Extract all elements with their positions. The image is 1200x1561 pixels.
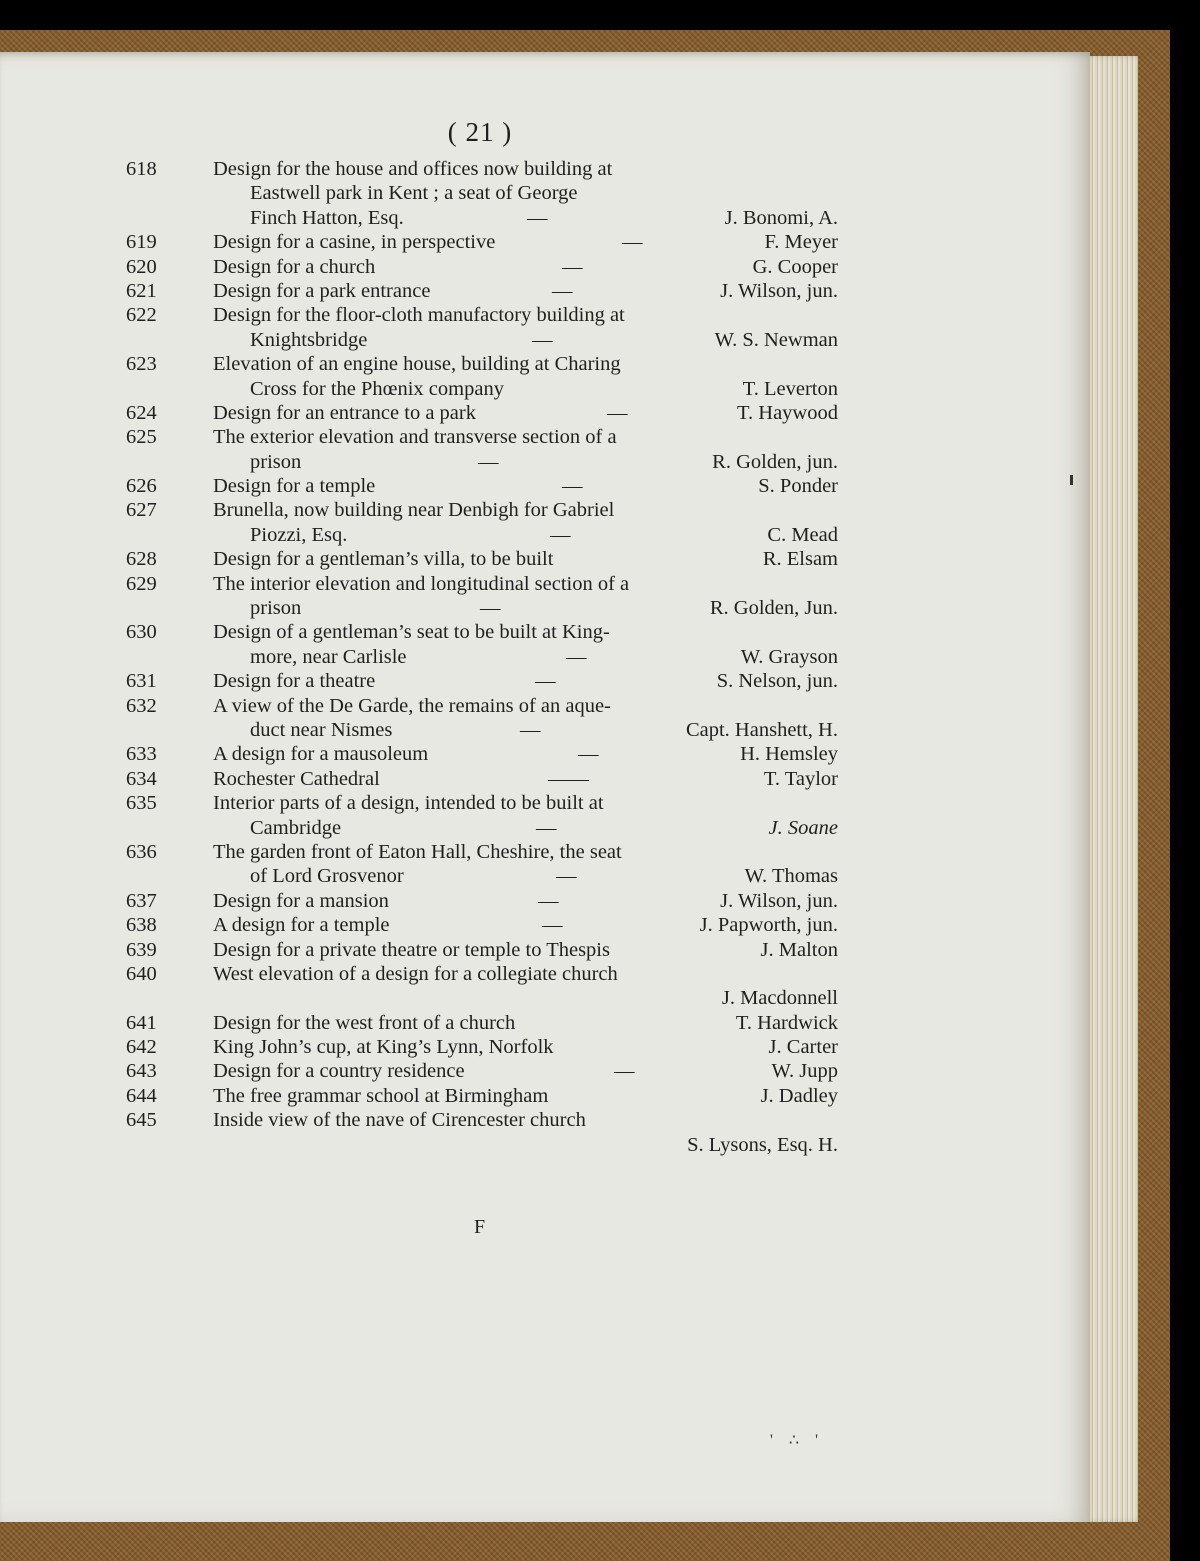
entry-line bbox=[0, 181, 1090, 205]
entry-number: 642 bbox=[126, 1036, 157, 1059]
entry-author: T. Taylor bbox=[763, 767, 838, 790]
entry-title: Design for the west front of a church bbox=[213, 1011, 516, 1034]
entry-line bbox=[0, 1035, 1090, 1059]
entry-author: F. Meyer bbox=[764, 231, 838, 254]
entry-dash: — bbox=[622, 231, 643, 254]
entry-title: more, near Carlisle bbox=[250, 645, 407, 668]
entry-author: J. Wilson, jun. bbox=[720, 889, 838, 912]
catalogue-entry bbox=[0, 547, 1090, 571]
catalogue-entry bbox=[0, 1108, 1090, 1157]
catalogue-entry bbox=[0, 913, 1090, 937]
entry-number: 622 bbox=[126, 304, 157, 327]
entry-number: 640 bbox=[126, 962, 157, 985]
page-number: ( 21 ) bbox=[447, 117, 513, 147]
entry-number: 636 bbox=[126, 840, 157, 863]
entry-number: 645 bbox=[126, 1109, 157, 1132]
entry-author: J. Dadley bbox=[760, 1084, 838, 1107]
entry-line bbox=[0, 1084, 1090, 1108]
entry-number: 638 bbox=[126, 914, 157, 937]
entry-title: The free grammar school at Birmingham bbox=[213, 1084, 549, 1107]
entry-dash: — bbox=[607, 401, 628, 424]
entry-title: Piozzi, Esq. bbox=[250, 523, 348, 546]
entry-author: S. Nelson, jun. bbox=[716, 670, 838, 693]
entry-line bbox=[0, 572, 1090, 596]
catalogue-entry bbox=[0, 401, 1090, 425]
entry-line bbox=[0, 864, 1090, 888]
entry-author: R. Elsam bbox=[762, 548, 838, 571]
entry-author: J. Carter bbox=[768, 1036, 838, 1059]
entry-number: 630 bbox=[126, 621, 157, 644]
catalogue-entry bbox=[0, 669, 1090, 693]
entry-author: J. Macdonnell bbox=[721, 987, 838, 1010]
entry-title: Design for a country residence bbox=[213, 1060, 465, 1083]
entry-title: Rochester Cathedral bbox=[213, 767, 380, 790]
entry-author: R. Golden, jun. bbox=[712, 450, 838, 473]
entry-title: Cambridge bbox=[250, 816, 342, 839]
entry-title: Design for a theatre bbox=[213, 670, 376, 693]
entry-dash: — bbox=[532, 328, 553, 351]
entry-author: W. Jupp bbox=[771, 1060, 838, 1083]
catalogue-entry bbox=[0, 352, 1090, 401]
entry-title: Design for a temple bbox=[213, 475, 376, 498]
entry-author: W. Thomas bbox=[744, 865, 838, 888]
catalogue-entry bbox=[0, 279, 1090, 303]
catalogue-entries bbox=[0, 157, 1090, 1157]
entry-title: Brunella, now building near Denbigh for Gabriel bbox=[213, 499, 615, 522]
entry-title: Interior parts of a design, intended to be built at bbox=[213, 792, 604, 815]
entry-line bbox=[0, 767, 1090, 791]
entry-line bbox=[0, 718, 1090, 742]
page-content bbox=[0, 52, 1090, 1522]
entry-title: of Lord Grosvenor bbox=[250, 865, 404, 888]
entry-number: 632 bbox=[126, 694, 157, 717]
entry-title: Eastwell park in Kent ; a seat of George bbox=[250, 182, 578, 205]
entry-line bbox=[0, 620, 1090, 644]
entry-number: 644 bbox=[126, 1084, 157, 1107]
catalogue-entry bbox=[0, 889, 1090, 913]
entry-title: A view of the De Garde, the remains of an aque- bbox=[213, 694, 611, 717]
entry-title: Design for a gentleman’s villa, to be built bbox=[213, 548, 554, 571]
entry-line bbox=[0, 1108, 1090, 1132]
entry-author: T. Haywood bbox=[737, 401, 838, 424]
entry-line bbox=[0, 962, 1090, 986]
entry-dash: — bbox=[552, 279, 573, 302]
entry-title: Design for the house and offices now building at bbox=[213, 158, 613, 180]
entry-number: 643 bbox=[126, 1060, 157, 1083]
entry-number: 633 bbox=[126, 743, 157, 766]
entry-title: Inside view of the nave of Cirencester church bbox=[213, 1109, 586, 1132]
entry-title: Finch Hatton, Esq. bbox=[250, 206, 404, 229]
entry-number: 641 bbox=[126, 1011, 157, 1034]
entry-dash: — bbox=[520, 718, 541, 741]
catalogue-entry bbox=[0, 1059, 1090, 1083]
catalogue-entry bbox=[0, 620, 1090, 669]
entry-line bbox=[0, 450, 1090, 474]
entry-title: A design for a temple bbox=[213, 914, 390, 937]
catalogue-entry bbox=[0, 572, 1090, 621]
entry-number: 628 bbox=[126, 548, 157, 571]
entry-dash: — bbox=[556, 865, 577, 888]
entry-number: 623 bbox=[126, 353, 157, 376]
entry-number: 621 bbox=[126, 279, 157, 302]
entry-dash: — bbox=[566, 645, 587, 668]
catalogue-entry bbox=[0, 474, 1090, 498]
entry-line bbox=[0, 840, 1090, 864]
entry-line bbox=[0, 328, 1090, 352]
entry-title: Design for a church bbox=[213, 255, 376, 278]
catalogue-entry bbox=[0, 1035, 1090, 1059]
ink-specks: ' ∴ ' bbox=[770, 1432, 824, 1449]
entry-title: duct near Nismes bbox=[250, 718, 393, 741]
entry-title: Cross for the Phœnix company bbox=[250, 377, 504, 400]
entry-line bbox=[0, 255, 1090, 279]
entry-line bbox=[0, 1059, 1090, 1083]
entry-line bbox=[0, 303, 1090, 327]
catalogue-entry bbox=[0, 938, 1090, 962]
entry-line bbox=[0, 669, 1090, 693]
catalogue-entry bbox=[0, 1084, 1090, 1108]
entry-dash: — bbox=[578, 743, 599, 766]
entry-title: prison bbox=[250, 597, 302, 620]
entry-dash: — bbox=[538, 889, 559, 912]
entry-dash: — bbox=[614, 1060, 635, 1083]
entry-line bbox=[0, 913, 1090, 937]
catalogue-entry bbox=[0, 791, 1090, 840]
entry-number: 624 bbox=[126, 401, 157, 424]
entry-dash: — bbox=[535, 670, 556, 693]
entry-title: Design for a private theatre or temple to Thespis bbox=[213, 938, 610, 961]
entry-title: West elevation of a design for a collegiate church bbox=[213, 962, 618, 985]
signature-mark: F bbox=[474, 1216, 486, 1238]
entry-line bbox=[0, 425, 1090, 449]
entry-author: W. S. Newman bbox=[714, 328, 838, 351]
entry-line bbox=[0, 377, 1090, 401]
entry-number: 637 bbox=[126, 889, 157, 912]
catalogue-entry bbox=[0, 425, 1090, 474]
entry-number: 626 bbox=[126, 475, 157, 498]
entry-line bbox=[0, 816, 1090, 840]
entry-dash: — bbox=[480, 597, 501, 620]
entry-line bbox=[0, 986, 1090, 1010]
entry-title: Design of a gentleman’s seat to be built at King- bbox=[213, 621, 610, 644]
entry-dash: — bbox=[562, 255, 583, 278]
entry-dash: — bbox=[542, 914, 563, 937]
entry-title: Design for a park entrance bbox=[213, 279, 431, 302]
entry-line bbox=[0, 279, 1090, 303]
entry-dash: — bbox=[536, 816, 557, 839]
entry-line bbox=[0, 791, 1090, 815]
entry-line bbox=[0, 742, 1090, 766]
entry-number: 627 bbox=[126, 499, 157, 522]
entry-line bbox=[0, 938, 1090, 962]
entry-line bbox=[0, 1133, 1090, 1157]
entry-number: 619 bbox=[126, 231, 157, 254]
catalogue-entry bbox=[0, 303, 1090, 352]
catalogue-entry bbox=[0, 742, 1090, 766]
entry-title: Design for a mansion bbox=[213, 889, 389, 912]
entry-number: 620 bbox=[126, 255, 157, 278]
entry-line bbox=[0, 474, 1090, 498]
entry-author: C. Mead bbox=[767, 523, 838, 546]
entry-author: W. Grayson bbox=[740, 645, 838, 668]
entry-author: T. Hardwick bbox=[735, 1011, 838, 1034]
entry-dash: — bbox=[550, 523, 571, 546]
catalogue-entry bbox=[0, 230, 1090, 254]
entry-line bbox=[0, 206, 1090, 230]
catalogue-entry bbox=[0, 1011, 1090, 1035]
catalogue-entry bbox=[0, 157, 1090, 230]
entry-number: 635 bbox=[126, 792, 157, 815]
entry-line bbox=[0, 889, 1090, 913]
entry-line bbox=[0, 1011, 1090, 1035]
entry-author: G. Cooper bbox=[752, 255, 838, 278]
entry-number: 629 bbox=[126, 572, 157, 595]
entry-author: R. Golden, Jun. bbox=[709, 597, 838, 620]
catalogue-entry bbox=[0, 767, 1090, 791]
entry-line bbox=[0, 157, 1090, 181]
entry-author: Capt. Hanshett, H. bbox=[685, 718, 838, 741]
entry-author: J. Wilson, jun. bbox=[720, 279, 838, 302]
entry-line bbox=[0, 230, 1090, 254]
entry-dash: — bbox=[562, 475, 583, 498]
entry-number: 639 bbox=[126, 938, 157, 961]
entry-title: The exterior elevation and transverse section of a bbox=[213, 426, 617, 449]
entry-number: 634 bbox=[126, 767, 157, 790]
entry-title: Elevation of an engine house, building at Charing bbox=[213, 353, 621, 376]
entry-author: H. Hemsley bbox=[740, 743, 838, 766]
entry-title: Design for the floor-cloth manufactory building at bbox=[213, 304, 625, 327]
entry-title: A design for a mausoleum bbox=[213, 743, 429, 766]
catalogue-entry bbox=[0, 498, 1090, 547]
entry-title: Knightsbridge bbox=[250, 328, 368, 351]
entry-author: J. Malton bbox=[760, 938, 838, 961]
entry-number: 625 bbox=[126, 426, 157, 449]
entry-dash: — bbox=[527, 206, 548, 229]
entry-number: 618 bbox=[126, 158, 157, 180]
book-page bbox=[0, 52, 1090, 1522]
entry-number: 631 bbox=[126, 670, 157, 693]
entry-title: Design for a casine, in perspective bbox=[213, 231, 496, 254]
catalogue-entry bbox=[0, 840, 1090, 889]
entry-line bbox=[0, 352, 1090, 376]
entry-line bbox=[0, 596, 1090, 620]
entry-line bbox=[0, 645, 1090, 669]
entry-dash: —— bbox=[548, 767, 589, 790]
margin-mark bbox=[1070, 475, 1073, 485]
entry-line bbox=[0, 523, 1090, 547]
entry-line bbox=[0, 401, 1090, 425]
catalogue-entry bbox=[0, 962, 1090, 1011]
entry-author: T. Leverton bbox=[742, 377, 838, 400]
entry-title: King John’s cup, at King’s Lynn, Norfolk bbox=[213, 1036, 554, 1059]
entry-title: prison bbox=[250, 450, 302, 473]
entry-author: S. Lysons, Esq. H. bbox=[687, 1133, 838, 1156]
entry-line bbox=[0, 547, 1090, 571]
entry-line bbox=[0, 498, 1090, 522]
catalogue-entry bbox=[0, 694, 1090, 743]
entry-title: The interior elevation and longitudinal section of a bbox=[213, 572, 630, 595]
entry-dash: — bbox=[478, 450, 499, 473]
entry-author: J. Soane bbox=[768, 816, 838, 839]
entry-title: Design for an entrance to a park bbox=[213, 401, 476, 424]
entry-author: J. Bonomi, A. bbox=[724, 206, 838, 229]
entry-line bbox=[0, 694, 1090, 718]
entry-author: J. Papworth, jun. bbox=[699, 914, 838, 937]
catalogue-entry bbox=[0, 255, 1090, 279]
entry-title: The garden front of Eaton Hall, Cheshire, the seat bbox=[213, 840, 622, 863]
entry-author: S. Ponder bbox=[758, 475, 838, 498]
